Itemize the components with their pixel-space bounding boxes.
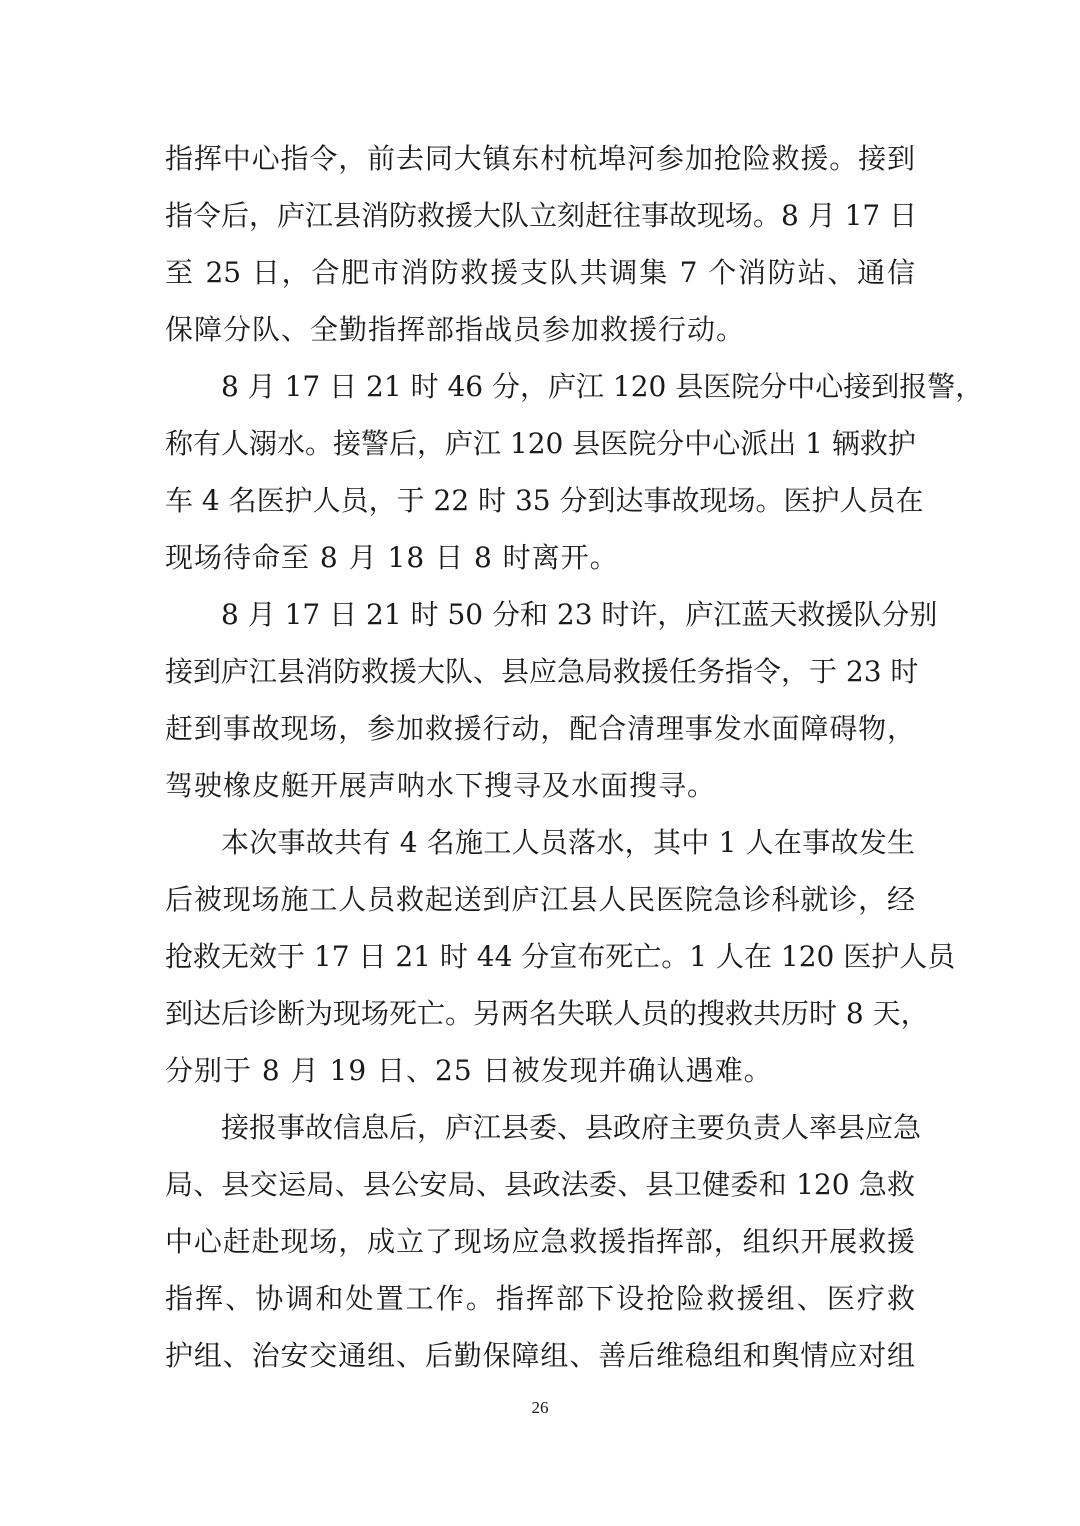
text-line: 8 月 17 日 21 时 46 分，庐江 120 县医院分中心接到报警， [221, 370, 984, 403]
text-line: 指令后，庐江县消防救援大队立刻赶往事故现场。8 月 17 日 [165, 199, 918, 232]
text-line: 驾驶橡皮艇开展声呐水下搜寻及水面搜寻。 [165, 769, 717, 802]
page-number: 26 [531, 1398, 549, 1417]
text-line: 指挥、协调和处置工作。指挥部下设抢险救援组、医疗救 [165, 1282, 915, 1315]
text-line: 局、县交运局、县公安局、县政法委、县卫健委和 120 急救 [165, 1168, 915, 1201]
text-line: 8 月 17 日 21 时 50 分和 23 时许，庐江蓝天救援队分别 [221, 598, 938, 631]
text-line: 现场待命至 8 月 18 日 8 时离开。 [165, 541, 619, 574]
text-line: 中心赶赴现场，成立了现场应急救援指挥部，组织开展救援 [165, 1225, 915, 1258]
text-line: 抢救无效于 17 日 21 时 44 分宣布死亡。1 人在 120 医护人员 [165, 940, 956, 973]
text-line: 护组、治安交通组、后勤保障组、善后维稳组和舆情应对组 [165, 1339, 915, 1372]
text-line: 称有人溺水。接警后，庐江 120 县医院分中心派出 1 辆救护 [165, 427, 916, 460]
text-line: 接报事故信息后，庐江县委、县政府主要负责人率县应急 [221, 1111, 922, 1144]
text-line: 赶到事故现场，参加救援行动，配合清理事发水面障碍物， [165, 712, 915, 745]
text-line: 分别于 8 月 19 日、25 日被发现并确认遇难。 [165, 1054, 773, 1087]
text-line: 后被现场施工人员救起送到庐江县人民医院急诊科就诊，经 [165, 883, 915, 916]
text-line: 指挥中心指令，前去同大镇东村杭埠河参加抢险救援。接到 [165, 142, 915, 175]
text-line: 至 25 日，合肥市消防救援支队共调集 7 个消防站、通信 [165, 256, 915, 289]
text-line: 保障分队、全勤指挥部指战员参加救援行动。 [165, 313, 746, 346]
text-line: 车 4 名医护人员，于 22 时 35 分到达事故现场。医护人员在 [165, 484, 924, 517]
text-line: 到达后诊断为现场死亡。另两名失联人员的搜救共历时 8 天， [165, 997, 929, 1030]
text-line: 本次事故共有 4 名施工人员落水，其中 1 人在事故发生 [221, 826, 915, 859]
text-line: 接到庐江县消防救援大队、县应急局救援任务指令，于 23 时 [165, 655, 919, 688]
